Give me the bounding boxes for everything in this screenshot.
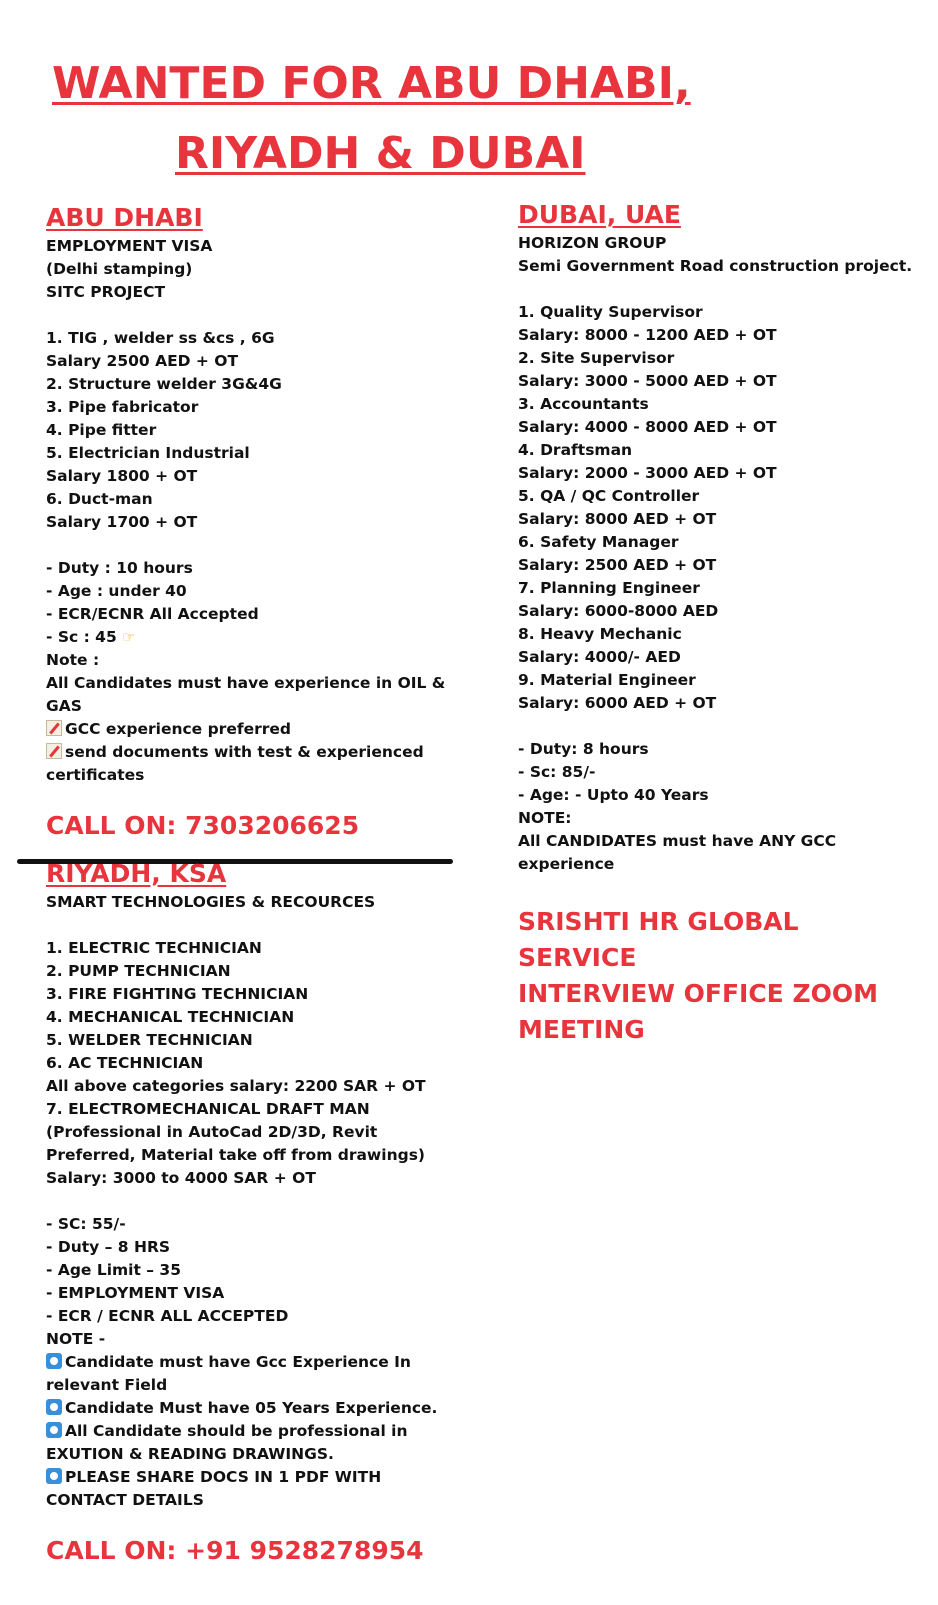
job-line: Salary: 6000 AED + OT [518, 694, 717, 712]
interview-mode: INTERVIEW OFFICE ZOOM MEETING [518, 979, 878, 1044]
riyadh-call-number[interactable]: CALL ON: +91 9528278954 [46, 1536, 424, 1565]
term-line: - SC: 55/- [46, 1215, 126, 1233]
job-line: 5. Electrician Industrial [46, 444, 250, 462]
term-line: - Age: - Upto 40 Years [518, 786, 709, 804]
blue-button-icon [46, 1468, 62, 1484]
intro-line: SITC PROJECT [46, 283, 166, 301]
job-line: 4. MECHANICAL TECHNICIAN [46, 1008, 295, 1026]
job-line: 9. Material Engineer [518, 671, 696, 689]
job-line: Salary: 8000 - 1200 AED + OT [518, 326, 777, 344]
job-line: 5. WELDER TECHNICIAN [46, 1031, 253, 1049]
job-line: 1. TIG , welder ss &cs , 6G [46, 329, 275, 347]
job-line: Salary 2500 AED + OT [46, 352, 239, 370]
bullet-line [46, 1420, 446, 1466]
job-line: 3. Pipe fabricator [46, 398, 199, 416]
job-line: All above categories salary: 2200 SAR + OT [46, 1077, 426, 1095]
term-line: - Age Limit – 35 [46, 1261, 182, 1279]
bullet-line [46, 741, 446, 787]
bullet-line [46, 1397, 446, 1420]
bullet-line [46, 1466, 446, 1512]
job-line: 2. Structure welder 3G&4G [46, 375, 282, 393]
intro-line: EMPLOYMENT VISA [46, 237, 213, 255]
riyadh-section [46, 859, 446, 1566]
job-line: 1. ELECTRIC TECHNICIAN [46, 939, 262, 957]
job-line: 3. FIRE FIGHTING TECHNICIAN [46, 985, 309, 1003]
note-label: Note : [46, 651, 100, 669]
bullet-text: PLEASE SHARE DOCS IN 1 PDF WITH CONTACT DETAILS [46, 1468, 382, 1509]
term-line: - ECR/ECNR All Accepted [46, 605, 259, 623]
riyadh-heading: RIYADH, KSA [46, 859, 227, 888]
job-line: Salary: 6000-8000 AED [518, 602, 719, 620]
agency-name: SRISHTI HR GLOBAL SERVICE [518, 907, 799, 972]
term-line: - Sc: 85/- [518, 763, 596, 781]
job-line: 6. Safety Manager [518, 533, 679, 551]
job-line: 5. QA / QC Controller [518, 487, 700, 505]
pointing-hand-icon: ☞ [122, 628, 136, 646]
job-line: Salary 1700 + OT [46, 513, 198, 531]
bullet-line [46, 1351, 446, 1397]
abu-dhabi-call-number[interactable]: CALL ON: 7303206625 [46, 811, 360, 840]
note-text: All Candidates must have experience in OIL & GAS [46, 674, 446, 715]
abu-dhabi-section [46, 203, 446, 841]
term-line: - Duty – 8 HRS [46, 1238, 171, 1256]
dubai-section [518, 200, 918, 1048]
sc-text: - Sc : 45 [46, 628, 117, 646]
job-line: 1. Quality Supervisor [518, 303, 703, 321]
bullet-text: Candidate Must have 05 Years Experience. [65, 1399, 438, 1417]
job-line: 7. ELECTROMECHANICAL DRAFT MAN [46, 1100, 370, 1118]
abu-dhabi-heading: ABU DHABI [46, 203, 203, 232]
term-line: - ECR / ECNR ALL ACCEPTED [46, 1307, 289, 1325]
job-line: Salary: 3000 to 4000 SAR + OT [46, 1169, 316, 1187]
job-line: 2. Site Supervisor [518, 349, 675, 367]
term-line: - Age : under 40 [46, 582, 187, 600]
project-description: Semi Government Road construction project. [518, 257, 913, 275]
company-name: SMART TECHNOLOGIES & RECOURCES [46, 893, 376, 911]
bullet-text: Candidate must have Gcc Experience In relevant Field [46, 1353, 411, 1394]
blue-button-icon [46, 1353, 62, 1369]
job-line: 2. PUMP TECHNICIAN [46, 962, 231, 980]
blue-button-icon [46, 1422, 62, 1438]
job-line: (Professional in AutoCad 2D/3D, Revit Preferred, Material take off from drawings) [46, 1123, 426, 1164]
job-line: Salary 1800 + OT [46, 467, 198, 485]
job-line: Salary: 3000 - 5000 AED + OT [518, 372, 777, 390]
job-line: Salary: 2500 AED + OT [518, 556, 717, 574]
company-name: HORIZON GROUP [518, 234, 667, 252]
job-line: 7. Planning Engineer [518, 579, 700, 597]
bullet-text: send documents with test & experienced certificates [46, 743, 424, 784]
job-line: 4. Pipe fitter [46, 421, 157, 439]
note-text: All CANDIDATES must have ANY GCC experience [518, 832, 837, 873]
main-headline-line-1: WANTED FOR ABU DHABI, [52, 58, 691, 109]
job-line: 6. AC TECHNICIAN [46, 1054, 204, 1072]
term-line [46, 626, 446, 649]
job-line: 3. Accountants [518, 395, 649, 413]
intro-line: (Delhi stamping) [46, 260, 193, 278]
term-line: - Duty: 8 hours [518, 740, 649, 758]
job-line: Salary: 8000 AED + OT [518, 510, 717, 528]
job-line: 8. Heavy Mechanic [518, 625, 682, 643]
note-label: NOTE - [46, 1330, 106, 1348]
term-line: - Duty : 10 hours [46, 559, 193, 577]
memo-icon [46, 720, 62, 736]
blue-button-icon [46, 1399, 62, 1415]
main-headline-line-2: RIYADH & DUBAI [175, 128, 586, 179]
dubai-heading: DUBAI, UAE [518, 200, 681, 229]
job-line: 6. Duct-man [46, 490, 153, 508]
job-line: 4. Draftsman [518, 441, 633, 459]
bullet-text: All Candidate should be professional in EXUTION & READING DRAWINGS. [46, 1422, 408, 1463]
bullet-line [46, 718, 446, 741]
memo-icon [46, 743, 62, 759]
note-label: NOTE: [518, 809, 572, 827]
job-line: Salary: 4000/- AED [518, 648, 681, 666]
bullet-text: GCC experience preferred [65, 720, 291, 738]
job-line: Salary: 4000 - 8000 AED + OT [518, 418, 777, 436]
term-line: - EMPLOYMENT VISA [46, 1284, 225, 1302]
job-line: Salary: 2000 - 3000 AED + OT [518, 464, 777, 482]
